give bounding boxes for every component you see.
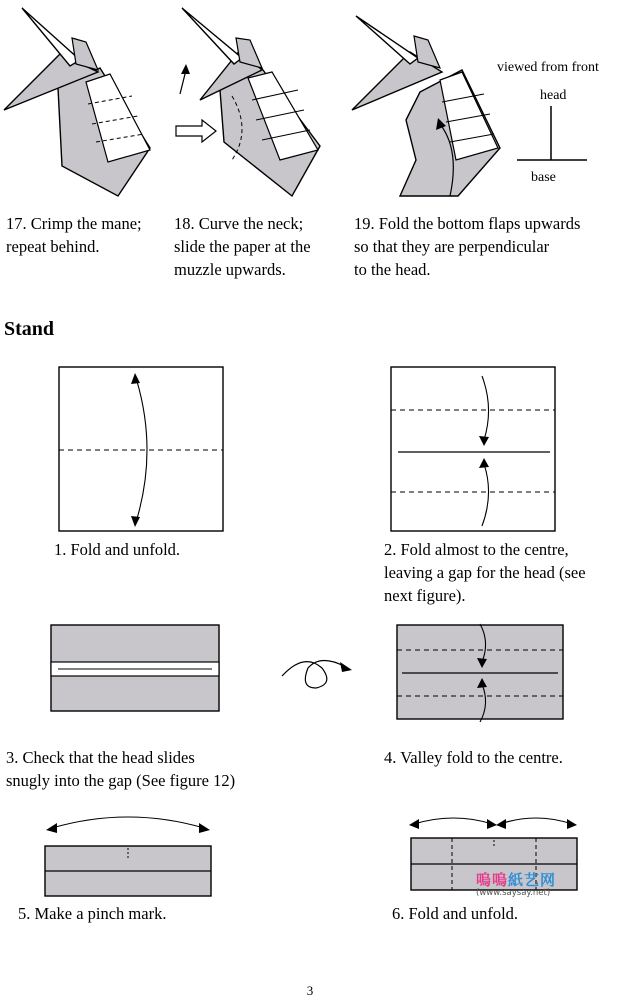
front-view-schematic <box>515 100 595 160</box>
front-view-base-label: base <box>531 170 556 185</box>
figure-17-crimp-mane <box>0 0 170 200</box>
page-number: 3 <box>306 983 314 998</box>
stand-figure-2 <box>390 366 560 536</box>
stand-figure-3 <box>50 624 222 714</box>
caption-stand-step-6: 6. Fold and unfold. <box>392 904 519 923</box>
watermark: 嗚嗚紙艺网 (www.saysay.net) <box>476 871 557 898</box>
turn-over-icon <box>278 648 358 698</box>
figure-18-curve-neck <box>170 0 340 200</box>
caption-step-17: 17. Crimp the mane; repeat behind. <box>6 214 142 256</box>
stand-figure-4 <box>396 622 568 722</box>
caption-stand-step-4: 4. Valley fold to the centre. <box>384 748 563 767</box>
caption-step-18: 18. Curve the neck; slide the paper at the muzzle upwards. <box>174 214 311 279</box>
caption-stand-step-3: 3. Check that the head slides snugly into the gap (See figure 12) <box>6 748 236 790</box>
front-view-head-label: head <box>540 88 567 103</box>
caption-stand-step-5: 5. Make a pinch mark. <box>18 904 167 923</box>
figure-19-fold-bottom-flaps <box>350 0 520 210</box>
stand-figure-5 <box>44 810 216 900</box>
front-view-title: viewed from front <box>497 60 599 75</box>
caption-stand-step-2: 2. Fold almost to the centre, leaving a gap for the head (see next figure). <box>384 540 586 605</box>
stand-figure-1 <box>58 366 228 536</box>
caption-step-19: 19. Fold the bottom flaps upwards so that they are perpendicular to the head. <box>354 214 581 279</box>
caption-stand-step-1: 1. Fold and unfold. <box>54 540 181 559</box>
section-title-stand: Stand <box>4 318 55 340</box>
